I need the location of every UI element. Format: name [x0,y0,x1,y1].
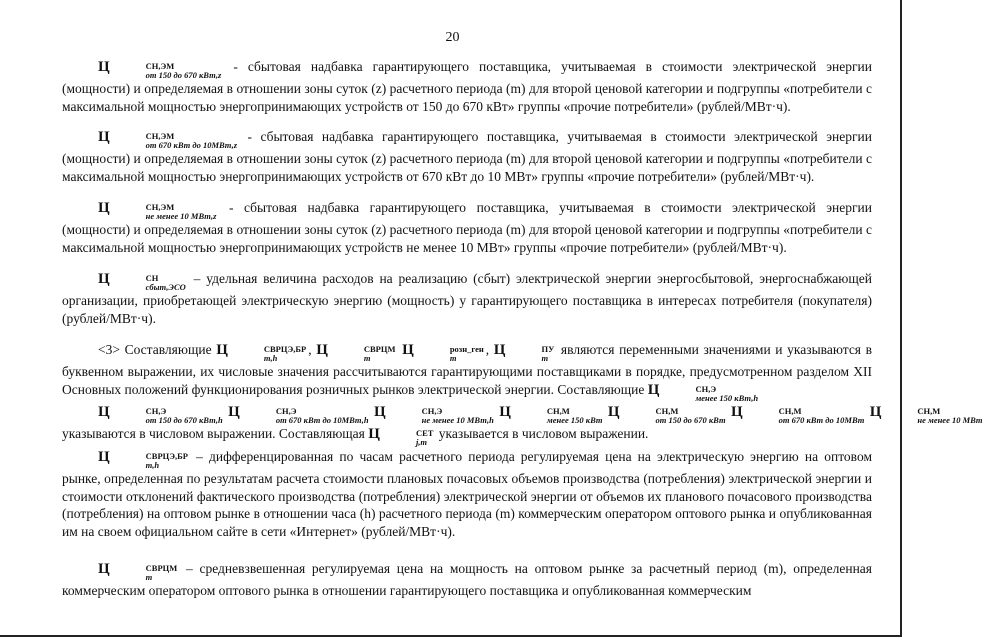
symbol-capacity-price: Ц СВРЦМ m [98,561,178,582]
paragraph-6: Ц СВРЦЭ,БР m,h – дифференцированная по часам расчетного периода регулируемая цена на электрическую энергию на оптовом рынке, определенная по результатам расчета стоимости плановых почасовых объемов производства (потребления) электрической энергии и стоимости отклонений фактического производства (потребления) электрической энергии от объемов их планового почасового производства (потребления) на оптовом рынке в отношении часа (h) расчетного периода (m) коммерческим оператором оптового рынка и опубликованная им на своем официальном сайте в сети «Интернет» (рублей/МВт·ч). [62,449,872,539]
paragraph-5: <3> Составляющие Ц СВРЦЭ,БР m,h , Ц СВРЦМ m Ц розн_ген m , Ц ПУ m являются переменными значениями и указываются в буквенном выражении, их числовые значения рассчитываются гарантирующими поставщиками в порядке, предусмотренном разделом XII Основных положений функционирования розничных рынков электрической энергии. Составляющие Ц СН,Э менее 150 кВт,h Ц СН,Э от 150 до 670 кВт,h Ц СН,Э от 670 кВт до 10МВт,h Ц СН,Э не менее 10 МВт,h Ц СН,М менее 150 кВт Ц СН,М от 150 до 670 кВт Ц СН,М от 670 кВт до 10МВт Ц СН,М не менее 10 МВт указываются в числовом выражении. Составляющая Ц СЕТ j,m указывается в числовом выражении. [62,342,983,447]
paragraph-3: Ц СН,ЭМ не менее 10 МВт,z - сбытовая надбавка гарантирующего поставщика, учитываемая в стоимости электрической энергии (мощности) и определяемая в отношении зоны суток (z) расчетного периода (m) для второй ценовой категории и подгруппы «потребители с максимальной мощностью энергопринимающих устройств не менее 10 МВт» группы «прочие потребители» (рублей/МВт·ч). [62,200,872,255]
page-number: 20 [445,30,460,45]
paragraph-2: Ц СН,ЭМ от 670 кВт до 10МВт,z - сбытовая надбавка гарантирующего поставщика, учитываемая в стоимости электрической энергии (мощности) и определяемая в отношении зоны суток (z) расчетного периода (m) для второй ценовой категории и подгруппы «потребители с максимальной мощностью энергопринимающих устройств от 670 кВт до 10 МВт» группы «прочие потребители» (рублей/МВт·ч). [62,129,872,184]
paragraph-4: Ц СН сбыт,ЭСО – удельная величина расходов на реализацию (сбыт) электрической энергии энергосбытовой, энергоснабжающей организации, приобретающей электрическую энергию (мощность) у гарантирующего поставщика в интересах потребителя (покупателя) (рублей/МВт·ч). [62,271,872,326]
paragraph-1: Ц СН,ЭМ от 150 до 670 кВт,z - сбытовая надбавка гарантирующего поставщика, учитываемая в стоимости электрической энергии (мощности) и определяемая в отношении зоны суток (z) расчетного периода (m) для второй ценовой категории и подгруппы «потребители с максимальной мощностью энергопринимающих устройств от 150 до 670 кВт» группы «прочие потребители» (рублей/МВт·ч). [62,59,872,114]
symbol-energy-price: Ц СВРЦЭ,БР m,h [98,449,188,470]
symbol-markup-over-10: Ц СН,ЭМ не менее 10 МВт,z [98,200,217,221]
symbol-network: Ц СЕТ j,m [368,425,434,447]
symbol-markup-150-670: Ц СН,ЭМ от 150 до 670 кВт,z [98,59,222,80]
symbol-markup-670-10: Ц СН,ЭМ от 670 кВт до 10МВт,z [98,129,238,150]
symbol-sales-cost: Ц СН сбыт,ЭСО [98,271,186,292]
numeric-symbols-row: Ц СН,Э от 150 до 670 кВт,h Ц СН,Э от 670 кВт до 10МВт,h Ц СН,Э не менее 10 МВт,h Ц СН,М менее 150 кВт Ц СН,М от 150 до 670 кВт Ц СН,М от 670 кВт до 10МВт Ц СН,М не менее 10 МВт [98,403,983,425]
variable-symbols: Ц СВРЦЭ,БР m,h , Ц СВРЦМ m Ц розн_ген m , Ц ПУ m [216,342,555,363]
paragraph-7: Ц СВРЦМ m – средневзвешенная регулируемая цена на мощность на оптовом рынке за расчетный период (m), определенная коммерческим оператором оптового рынка в отношении гарантирующего поставщика и опубликованная коммерческим [62,561,872,598]
